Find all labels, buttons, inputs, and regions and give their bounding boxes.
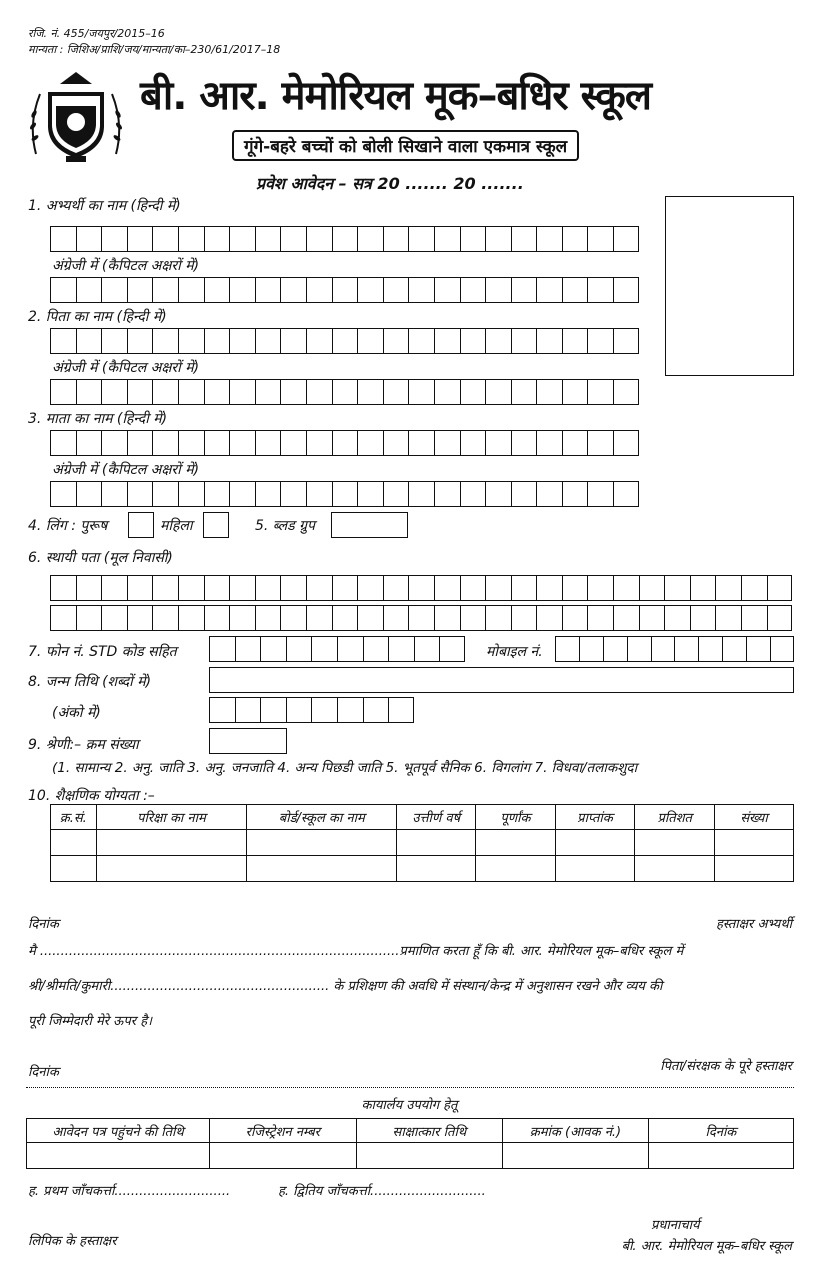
char-box[interactable] [332,605,358,631]
char-box[interactable] [50,481,76,507]
char-box[interactable] [536,575,562,601]
char-box[interactable] [383,430,409,456]
char-box[interactable] [460,430,486,456]
label-permanent-address: 6. स्थायी पता (मूल निवासी) [28,550,173,566]
category-number-field[interactable] [209,728,287,754]
char-box[interactable] [332,575,358,601]
char-box[interactable] [613,328,639,354]
char-box[interactable] [152,481,178,507]
char-box[interactable] [562,575,588,601]
char-box[interactable] [460,226,486,252]
qualification-header-row [51,805,794,830]
label-blood-group: 5. ब्लड ग्रुप [255,518,315,534]
char-box[interactable] [722,636,746,662]
char-box[interactable] [770,636,794,662]
mother-name-hindi-boxes[interactable] [50,430,639,456]
label-candidate-name-hindi: 1. अभ्यर्थी का नाम (हिन्दी में) [28,198,181,214]
char-box[interactable] [613,605,639,631]
char-box[interactable] [639,575,665,601]
char-box[interactable] [388,636,414,662]
char-box[interactable] [127,481,153,507]
char-box[interactable] [229,430,255,456]
photo-box[interactable] [665,196,794,376]
declaration-line-3: पूरी जिम्मेदारी मेरे ऊपर है। [28,1014,153,1029]
char-box[interactable] [50,430,76,456]
char-box[interactable] [76,430,102,456]
char-box[interactable] [204,575,230,601]
phone-boxes[interactable] [209,636,465,662]
char-box[interactable] [178,430,204,456]
label-phone: 7. फोन नं. STD कोड सहित [28,644,177,660]
char-box[interactable] [306,575,332,601]
char-box[interactable] [152,605,178,631]
char-box[interactable] [255,379,281,405]
char-box[interactable] [536,277,562,303]
char-box[interactable] [511,277,537,303]
char-box[interactable] [204,277,230,303]
char-box[interactable] [434,430,460,456]
char-box[interactable] [127,379,153,405]
char-box[interactable] [383,481,409,507]
char-box[interactable] [485,379,511,405]
char-box[interactable] [306,430,332,456]
char-box[interactable] [280,328,306,354]
char-box[interactable] [50,277,76,303]
char-box[interactable] [255,277,281,303]
char-box[interactable] [434,379,460,405]
char-box[interactable] [204,430,230,456]
char-box[interactable] [511,226,537,252]
label-category: 9. श्रेणी:– क्रम संख्या [28,737,139,753]
char-box[interactable] [651,636,675,662]
char-box[interactable] [511,481,537,507]
label-father-name-hindi: 2. पिता का नाम (हिन्दी में) [28,309,167,325]
char-box[interactable] [280,575,306,601]
char-box[interactable] [485,328,511,354]
char-box[interactable] [260,697,286,723]
char-box[interactable] [209,636,235,662]
candidate-signature-label: हस्ताक्षर अभ्यर्थी [715,917,792,932]
char-box[interactable] [383,575,409,601]
char-box[interactable] [152,277,178,303]
char-box[interactable] [434,481,460,507]
char-box[interactable] [101,277,127,303]
char-box[interactable] [235,697,261,723]
mother-name-english-boxes[interactable] [50,481,639,507]
col-receipt-date: आवेदन पत्र पहुंचने की तिथि [27,1119,210,1143]
char-box[interactable] [613,430,639,456]
col-serial-inward: क्रमांक (आवक नं.) [503,1119,649,1143]
char-box[interactable] [357,575,383,601]
char-box[interactable] [50,379,76,405]
char-box[interactable] [536,430,562,456]
char-box[interactable] [229,379,255,405]
char-box[interactable] [127,430,153,456]
char-box[interactable] [152,430,178,456]
col-obtained-marks: प्राप्तांक [555,805,635,830]
char-box[interactable] [332,277,358,303]
char-box[interactable] [101,328,127,354]
char-box[interactable] [587,481,613,507]
char-box[interactable] [460,379,486,405]
char-box[interactable] [204,605,230,631]
col-date: दिनांक [648,1119,793,1143]
char-box[interactable] [613,575,639,601]
col-exam-name: परिक्षा का नाम [96,805,247,830]
char-box[interactable] [434,328,460,354]
blood-group-field[interactable] [331,512,408,538]
char-box[interactable] [101,226,127,252]
form-title: प्रवेश आवेदन – सत्र 20 ....... 20 ....... [256,174,524,193]
char-box[interactable] [511,328,537,354]
char-box[interactable] [715,605,741,631]
char-box[interactable] [363,636,389,662]
char-box[interactable] [280,605,306,631]
mobile-boxes[interactable] [555,636,794,662]
char-box[interactable] [664,575,690,601]
char-box[interactable] [101,379,127,405]
table-row[interactable] [51,856,794,882]
char-box[interactable] [306,277,332,303]
char-box[interactable] [357,328,383,354]
char-box[interactable] [101,481,127,507]
dob-words-field[interactable] [209,667,794,693]
char-box[interactable] [306,605,332,631]
char-box[interactable] [460,328,486,354]
char-box[interactable] [101,430,127,456]
char-box[interactable] [767,605,793,631]
char-box[interactable] [414,636,440,662]
char-box[interactable] [178,277,204,303]
char-box[interactable] [613,226,639,252]
char-box[interactable] [76,277,102,303]
char-box[interactable] [439,636,465,662]
char-box[interactable] [587,430,613,456]
char-box[interactable] [229,277,255,303]
char-box[interactable] [332,481,358,507]
clerk-signature-label: लिपिक के हस्ताक्षर [28,1234,117,1249]
char-box[interactable] [555,636,579,662]
declaration-line-1: मै .......................................................................................प्रमाणित करता हूँ कि बी. आर. मेमोरियल मूक–बधिर स्कूल में [28,944,684,959]
guardian-signature-label: पिता/संरक्षक के पूरे हस्ताक्षर [660,1059,792,1074]
declaration-line-2: श्री/श्रीमति/कुमारी..................................................... के प्रशिक्षण की अवधि में संस्थान/केन्द्र में अनुशासन रखने और व्यय की [28,979,663,994]
char-box[interactable] [767,575,793,601]
char-box[interactable] [76,226,102,252]
registration-number: रजि. नं. 455/जयपुर/2015–16 [28,27,165,40]
category-options: (1. सामान्य 2. अनु. जाति 3. अनु. जनजाति 4. अन्य पिछडी जाति 5. भूतपूर्व सैनिक 6. विगलांग 7. विधवा/तलाकशुदा [52,760,638,776]
qualification-table [50,804,794,882]
char-box[interactable] [408,481,434,507]
char-box[interactable] [255,430,281,456]
char-box[interactable] [485,430,511,456]
char-box[interactable] [286,697,312,723]
char-box[interactable] [536,226,562,252]
char-box[interactable] [229,328,255,354]
char-box[interactable] [536,481,562,507]
char-box[interactable] [337,697,363,723]
char-box[interactable] [746,636,770,662]
char-box[interactable] [357,277,383,303]
char-box[interactable] [587,379,613,405]
char-box[interactable] [178,226,204,252]
principal-label: प्रधानाचार्य [651,1218,700,1233]
gender-male-checkbox[interactable] [128,512,154,538]
char-box[interactable] [408,226,434,252]
char-box[interactable] [204,481,230,507]
char-box[interactable] [332,226,358,252]
first-checker-signature: ह. प्रथम जाँचकर्त्ता............................ [28,1184,231,1199]
char-box[interactable] [485,277,511,303]
char-box[interactable] [76,328,102,354]
char-box[interactable] [178,575,204,601]
char-box[interactable] [50,226,76,252]
char-box[interactable] [255,575,281,601]
col-pass-year: उत्तीर्ण वर्ष [397,805,476,830]
char-box[interactable] [306,328,332,354]
col-interview-date: साक्षात्कार तिथि [356,1119,503,1143]
char-box[interactable] [306,226,332,252]
address-line1-boxes[interactable] [50,575,792,601]
char-box[interactable] [363,697,389,723]
char-box[interactable] [306,379,332,405]
school-name: बी. आर. मेमोरियल मूक–बधिर स्कूल [140,73,651,119]
office-use-title: कायार्लय उपयोग हेतू [361,1098,458,1113]
father-name-english-boxes[interactable] [50,379,639,405]
table-row[interactable] [51,830,794,856]
char-box[interactable] [50,575,76,601]
col-serial: क्र.सं. [51,805,97,830]
char-box[interactable] [408,575,434,601]
char-box[interactable] [536,328,562,354]
char-box[interactable] [587,277,613,303]
char-box[interactable] [408,430,434,456]
char-box[interactable] [460,277,486,303]
char-box[interactable] [286,636,312,662]
char-box[interactable] [332,328,358,354]
char-box[interactable] [460,481,486,507]
char-box[interactable] [280,277,306,303]
col-number: संख्या [715,805,794,830]
char-box[interactable] [664,605,690,631]
char-box[interactable] [280,379,306,405]
char-box[interactable] [332,430,358,456]
char-box[interactable] [178,328,204,354]
char-box[interactable] [383,277,409,303]
char-box[interactable] [255,328,281,354]
char-box[interactable] [388,697,414,723]
char-box[interactable] [101,605,127,631]
label-dob-digits: (अंको में) [52,705,101,721]
char-box[interactable] [485,605,511,631]
char-box[interactable] [280,481,306,507]
char-box[interactable] [536,379,562,405]
char-box[interactable] [152,226,178,252]
principal-school-name: बी. आर. मेमोरियल मूक–बधिर स्कूल [621,1239,792,1254]
char-box[interactable] [280,226,306,252]
char-box[interactable] [255,605,281,631]
char-box[interactable] [408,277,434,303]
char-box[interactable] [229,605,255,631]
char-box[interactable] [311,697,337,723]
candidate-name-english-boxes[interactable] [50,277,639,303]
char-box[interactable] [152,328,178,354]
char-box[interactable] [690,605,716,631]
char-box[interactable] [536,605,562,631]
label-mother-name-hindi: 3. माता का नाम (हिन्दी में) [28,411,168,427]
col-max-marks: पूर्णांक [476,805,555,830]
char-box[interactable] [152,379,178,405]
char-box[interactable] [690,575,716,601]
label-mother-name-english: अंग्रेजी में (कैपिटल अक्षरों में) [52,462,200,478]
char-box[interactable] [229,481,255,507]
char-box[interactable] [209,697,235,723]
char-box[interactable] [127,328,153,354]
char-box[interactable] [485,481,511,507]
char-box[interactable] [255,481,281,507]
char-box[interactable] [235,636,261,662]
char-box[interactable] [383,328,409,354]
char-box[interactable] [152,575,178,601]
char-box[interactable] [306,481,332,507]
char-box[interactable] [332,379,358,405]
char-box[interactable] [511,430,537,456]
gender-female-checkbox[interactable] [203,512,229,538]
char-box[interactable] [204,226,230,252]
char-box[interactable] [674,636,698,662]
divider [26,1087,794,1088]
char-box[interactable] [511,605,537,631]
char-box[interactable] [587,328,613,354]
char-box[interactable] [715,575,741,601]
char-box[interactable] [434,605,460,631]
char-box[interactable] [460,605,486,631]
table-row[interactable] [27,1143,794,1169]
char-box[interactable] [562,430,588,456]
label-father-name-english: अंग्रेजी में (कैपिटल अक्षरों में) [52,360,200,376]
char-box[interactable] [579,636,603,662]
char-box[interactable] [255,226,281,252]
char-box[interactable] [460,575,486,601]
char-box[interactable] [178,379,204,405]
label-mobile: मोबाइल नं. [486,644,543,660]
char-box[interactable] [562,605,588,631]
char-box[interactable] [562,328,588,354]
char-box[interactable] [613,277,639,303]
char-box[interactable] [741,575,767,601]
char-box[interactable] [587,605,613,631]
char-box[interactable] [127,226,153,252]
char-box[interactable] [229,575,255,601]
char-box[interactable] [383,226,409,252]
char-box[interactable] [357,605,383,631]
char-box[interactable] [613,481,639,507]
col-registration-number: रजिस्ट्रेशन नम्बर [210,1119,357,1143]
label-dob-words: 8. जन्म तिथि (शब्दों में) [28,674,152,690]
char-box[interactable] [408,379,434,405]
char-box[interactable] [434,226,460,252]
dob-digits-boxes[interactable] [209,697,414,723]
label-candidate-name-english: अंग्रेजी में (कैपिटल अक्षरों में) [52,258,200,274]
char-box[interactable] [627,636,651,662]
char-box[interactable] [511,575,537,601]
char-box[interactable] [562,226,588,252]
char-box[interactable] [76,481,102,507]
char-box[interactable] [587,226,613,252]
office-use-table [26,1118,794,1169]
char-box[interactable] [587,575,613,601]
recognition-number: मान्यता : जिशिअ/प्राशि/जय/मान्यता/का–230/61/2017–18 [28,43,281,56]
char-box[interactable] [337,636,363,662]
char-box[interactable] [127,575,153,601]
school-logo [26,64,126,164]
char-box[interactable] [741,605,767,631]
address-line2-boxes[interactable] [50,605,792,631]
char-box[interactable] [101,575,127,601]
char-box[interactable] [357,481,383,507]
char-box[interactable] [408,605,434,631]
guardian-date-label: दिनांक [28,1065,59,1080]
char-box[interactable] [698,636,722,662]
char-box[interactable] [603,636,627,662]
char-box[interactable] [485,575,511,601]
char-box[interactable] [204,379,230,405]
char-box[interactable] [127,605,153,631]
char-box[interactable] [562,277,588,303]
char-box[interactable] [383,379,409,405]
second-checker-signature: ह. द्वितिय जाँचकर्त्ता............................ [278,1184,486,1199]
char-box[interactable] [311,636,337,662]
char-box[interactable] [408,328,434,354]
label-gender-female: महिला [160,518,193,534]
father-name-hindi-boxes[interactable] [50,328,639,354]
char-box[interactable] [511,379,537,405]
char-box[interactable] [434,575,460,601]
char-box[interactable] [127,277,153,303]
char-box[interactable] [639,605,665,631]
char-box[interactable] [76,605,102,631]
school-tagline: गूंगे-बहरे बच्चों को बोली सिखाने वाला एकमात्र स्कूल [232,130,579,161]
char-box[interactable] [76,379,102,405]
char-box[interactable] [562,481,588,507]
candidate-name-hindi-boxes[interactable] [50,226,639,252]
col-board-name: बोर्ड/स्कूल का नाम [247,805,397,830]
char-box[interactable] [178,605,204,631]
char-box[interactable] [178,481,204,507]
char-box[interactable] [357,430,383,456]
char-box[interactable] [76,575,102,601]
label-gender-male: 4. लिंग : पुरूष [28,518,108,534]
char-box[interactable] [613,379,639,405]
col-percentage: प्रतिशत [635,805,715,830]
char-box[interactable] [280,430,306,456]
char-box[interactable] [204,328,230,354]
char-box[interactable] [50,328,76,354]
char-box[interactable] [357,379,383,405]
char-box[interactable] [434,277,460,303]
label-qualification: 10. शैक्षणिक योग्यता :– [28,788,155,804]
char-box[interactable] [383,605,409,631]
declaration-date-label: दिनांक [28,917,59,932]
char-box[interactable] [357,226,383,252]
char-box[interactable] [260,636,286,662]
char-box[interactable] [562,379,588,405]
char-box[interactable] [485,226,511,252]
char-box[interactable] [50,605,76,631]
char-box[interactable] [229,226,255,252]
